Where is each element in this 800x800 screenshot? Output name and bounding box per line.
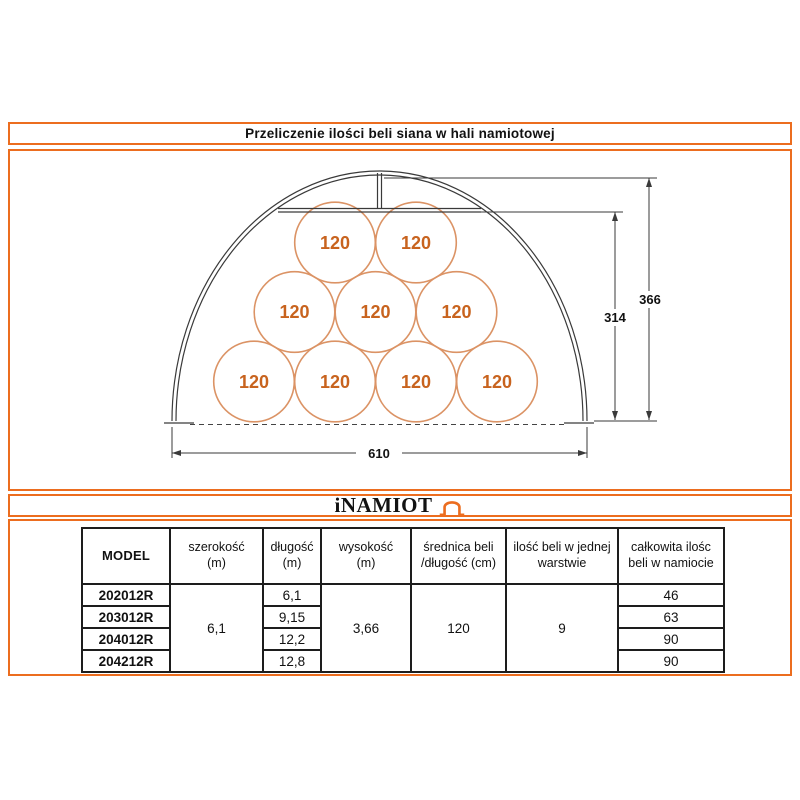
- dim-label-314: 314: [604, 310, 626, 325]
- header-line: warstwie: [537, 556, 587, 570]
- brand-logo-text: iNAMIOT: [334, 493, 433, 517]
- dlugosc-cell: 6,1: [263, 584, 321, 606]
- ilosc-warstwa-cell: 9: [506, 584, 618, 672]
- model-cell: 204012R: [82, 628, 170, 650]
- col-header-calkowita: [618, 528, 724, 584]
- arrow-up-icon: [612, 212, 618, 221]
- col-header-szerokosc: [170, 528, 263, 584]
- diagram-panel: [8, 149, 792, 491]
- header-line: ilość beli w jednej: [513, 540, 611, 555]
- bale-diameter-label: 120: [319, 233, 351, 253]
- calkowita-cell: 90: [618, 628, 724, 650]
- col-header-dlugosc: [263, 528, 321, 584]
- model-cell: 202012R: [82, 584, 170, 606]
- bale-diameter-label: 120: [400, 233, 432, 253]
- tent-arch-icon: [438, 496, 466, 517]
- col-header-wysokosc: [321, 528, 411, 584]
- col-header-ilosc-warstwa: [506, 528, 618, 584]
- table-panel: [8, 519, 792, 676]
- table-row: [82, 584, 724, 606]
- model-cell: 204212R: [82, 650, 170, 672]
- bale-diameter-label: 120: [360, 302, 391, 322]
- dim-label-366: 366: [639, 292, 661, 307]
- dlugosc-cell: 12,8: [263, 650, 321, 672]
- tent-arch-frame: [164, 171, 594, 423]
- header-line: szerokość: [188, 540, 245, 555]
- tent-cross-section-diagram: [10, 151, 790, 489]
- arrow-up-icon: [646, 178, 652, 187]
- header-line: (m): [207, 556, 226, 570]
- header-line: /długość (cm): [420, 556, 497, 570]
- header-line: (m): [282, 556, 302, 570]
- dimension-arrows: [172, 178, 652, 456]
- dlugosc-cell: 12,2: [263, 628, 321, 650]
- col-header-model: [82, 528, 170, 584]
- dim-label-610: 610: [368, 446, 390, 461]
- srednica-cell: 120: [411, 584, 506, 672]
- table-header-row: [82, 528, 724, 584]
- model-cell: 203012R: [82, 606, 170, 628]
- wysokosc-cell: 3,66: [321, 584, 411, 672]
- page-title: Przeliczenie ilości beli siana w hali namiotowej: [245, 126, 555, 141]
- header-line: (m): [356, 556, 376, 570]
- bale-diameter-label: 120: [441, 302, 472, 322]
- header-line: długość: [270, 540, 314, 555]
- header-line: całkowita ilośc: [631, 540, 711, 555]
- arrow-right-icon: [578, 450, 587, 456]
- bale-diameter-label: 120: [481, 372, 513, 392]
- calkowita-cell: 90: [618, 650, 724, 672]
- header-line: beli w namiocie: [628, 556, 714, 570]
- logo-bar: [8, 494, 792, 517]
- arrow-down-icon: [612, 411, 618, 420]
- hay-bale-labels: [239, 233, 512, 392]
- bale-diameter-label: 120: [319, 372, 351, 392]
- szerokosc-cell: 6,1: [170, 584, 263, 672]
- header-line: wysokość: [338, 540, 394, 555]
- bale-diameter-label: 120: [238, 372, 270, 392]
- bale-diameter-label: 120: [400, 372, 432, 392]
- dlugosc-cell: 9,15: [263, 606, 321, 628]
- header-line: średnica beli: [423, 540, 494, 555]
- title-bar: [8, 122, 792, 145]
- dimension-lines: [172, 178, 657, 458]
- bale-diameter-label: 120: [279, 302, 310, 322]
- arrow-left-icon: [172, 450, 181, 456]
- col-header-srednica: [411, 528, 506, 584]
- model-spec-table: [81, 527, 725, 673]
- arrow-down-icon: [646, 411, 652, 420]
- calkowita-cell: 46: [618, 584, 724, 606]
- header-line: MODEL: [102, 547, 150, 563]
- calkowita-cell: 63: [618, 606, 724, 628]
